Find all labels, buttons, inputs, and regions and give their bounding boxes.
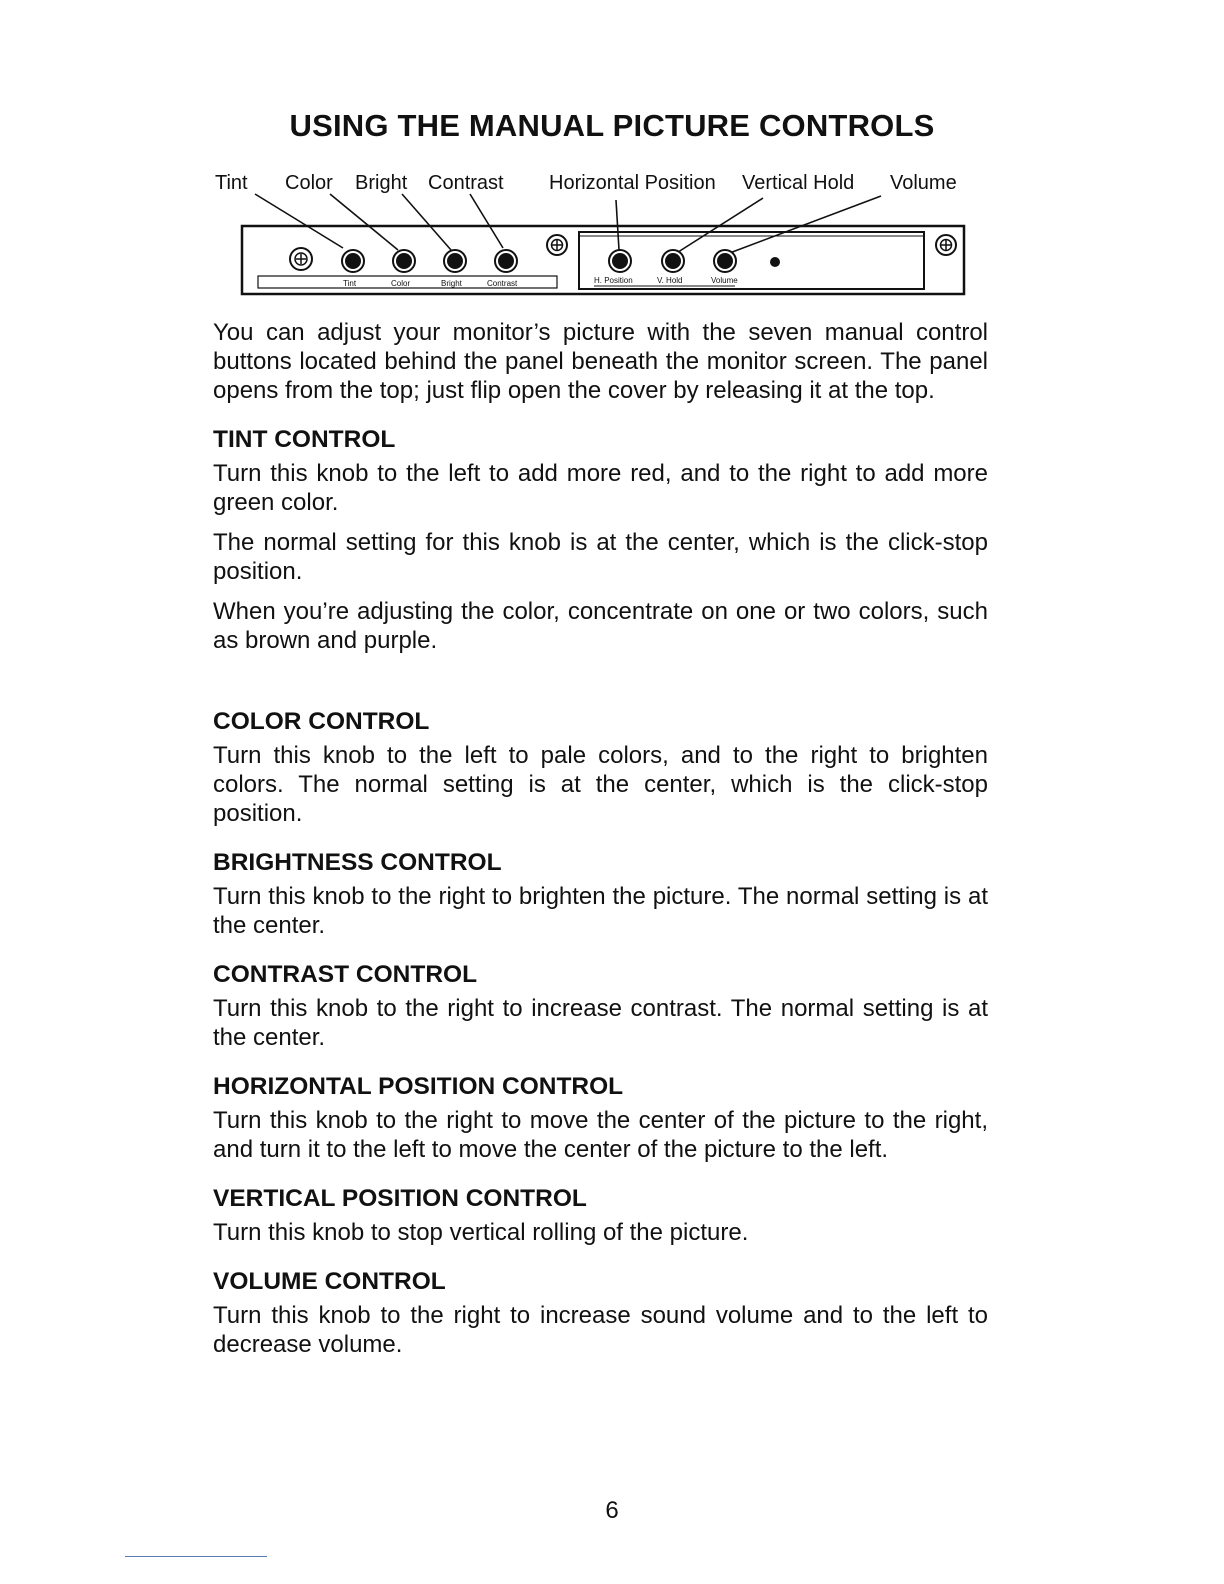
bright-knob <box>444 250 466 272</box>
section-paragraph: Turn this knob to the right to increase contrast. The normal setting is at the center. <box>213 995 988 1051</box>
footer-rule <box>125 1556 267 1557</box>
callout-tint: Tint <box>215 172 248 194</box>
panel-label-volume: Volume <box>711 276 738 285</box>
section-paragraph: Turn this knob to the right to move the center of the picture to the right, and turn it to the left to move the center of the picture to the left. <box>213 1107 988 1163</box>
panel-label-tint: Tint <box>343 279 357 288</box>
panel-label-color: Color <box>391 279 411 288</box>
section-heading: COLOR CONTROL <box>213 708 430 735</box>
section-paragraph: Turn this knob to the left to add more red, and to the right to add more green color. <box>213 460 988 516</box>
section-paragraph: Turn this knob to the right to increase sound volume and to the left to decrease volume. <box>213 1302 988 1358</box>
indicator-dot <box>770 257 780 267</box>
screw-icon <box>547 235 567 255</box>
contrast-knob <box>495 250 517 272</box>
screw-icon <box>936 235 956 255</box>
section-paragraph: The normal setting for this knob is at the center, which is the click-stop position. <box>213 529 988 585</box>
section-heading: VERTICAL POSITION CONTROL <box>213 1185 587 1212</box>
tint-knob <box>342 250 364 272</box>
section-heading: CONTRAST CONTROL <box>213 961 478 988</box>
page-number: 6 <box>605 1497 619 1524</box>
section-horizontal-position <box>213 1072 988 1164</box>
section-tint <box>213 425 988 655</box>
color-knob <box>393 250 415 272</box>
section-heading: VOLUME CONTROL <box>213 1268 446 1295</box>
section-contrast <box>213 960 988 1052</box>
body-content <box>213 318 988 1359</box>
callout-color: Color <box>285 172 333 194</box>
control-panel-diagram <box>205 162 975 302</box>
callout-vertical-hold: Vertical Hold <box>742 172 855 194</box>
callout-horizontal-position: Horizontal Position <box>549 172 716 194</box>
panel-label-h-position: H. Position <box>594 276 633 285</box>
callout-volume: Volume <box>890 172 957 194</box>
panel-label-v-hold: V. Hold <box>657 276 683 285</box>
screw-icon <box>290 248 312 270</box>
intro-paragraph: You can adjust your monitor’s picture with the seven manual control buttons located behind the panel beneath the monitor screen. The panel opens from the top; just flip open the cover by releasing it at the top. <box>213 319 988 404</box>
panel-label-contrast: Contrast <box>487 279 518 288</box>
section-paragraph: Turn this knob to stop vertical rolling of the picture. <box>213 1219 749 1246</box>
section-color <box>213 707 988 828</box>
section-heading: TINT CONTROL <box>213 426 396 453</box>
section-paragraph: Turn this knob to the right to brighten the picture. The normal setting is at the center. <box>213 883 988 939</box>
section-volume <box>213 1267 988 1359</box>
volume-knob <box>714 250 736 272</box>
callout-contrast: Contrast <box>428 172 504 194</box>
h-position-knob <box>609 250 631 272</box>
v-hold-knob <box>662 250 684 272</box>
callout-bright: Bright <box>355 172 408 194</box>
page-title: USING THE MANUAL PICTURE CONTROLS <box>289 108 935 143</box>
panel-label-bright: Bright <box>441 279 462 288</box>
section-paragraph: Turn this knob to the left to pale colors, and to the right to brighten colors. The normal setting is at the center, which is the click-stop position. <box>213 742 988 827</box>
section-heading: HORIZONTAL POSITION CONTROL <box>213 1073 624 1100</box>
section-heading: BRIGHTNESS CONTROL <box>213 849 502 876</box>
section-paragraph: When you’re adjusting the color, concentrate on one or two colors, such as brown and purple. <box>213 598 988 654</box>
section-vertical-position <box>213 1184 988 1247</box>
section-brightness <box>213 848 988 940</box>
